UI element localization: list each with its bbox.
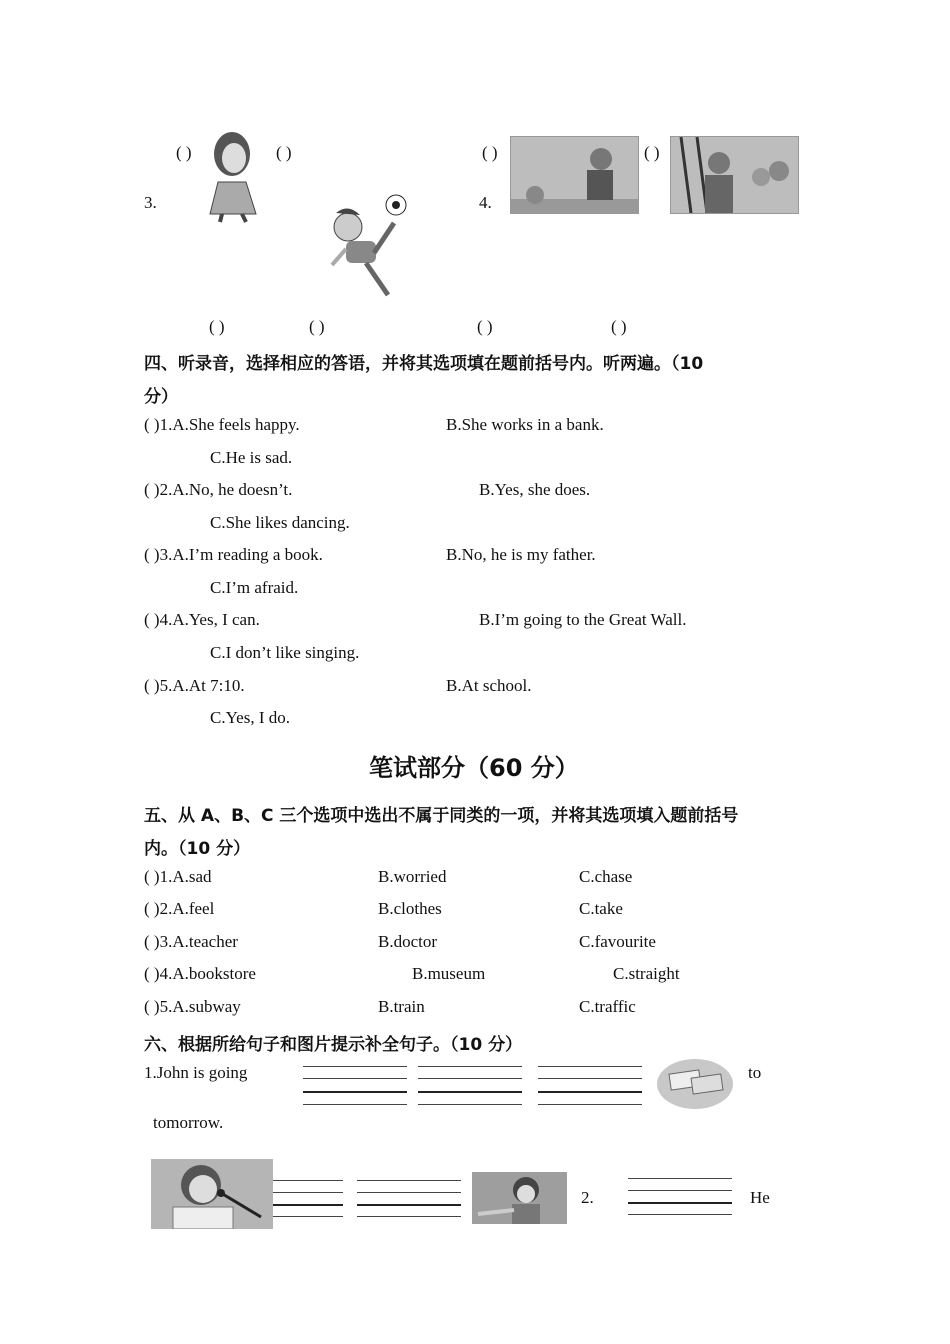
paren-3a: ( ) <box>176 143 192 162</box>
written-part-title: 笔试部分（60 分） <box>369 754 579 782</box>
s5-q4-a: ( )4.A.bookstore <box>144 964 256 983</box>
s6-q1-to: to <box>748 1063 762 1082</box>
writing-lines-2[interactable] <box>418 1064 522 1110</box>
writing-lines-5[interactable] <box>357 1180 461 1226</box>
s4-q5-stem: ( )5.A.At 7:10. <box>144 676 245 695</box>
paren-4d: ( ) <box>611 317 627 336</box>
s5-q2-c: C.take <box>579 899 623 918</box>
s4-q4-c: C.I don’t like singing. <box>210 643 360 662</box>
writing-lines-6[interactable] <box>628 1178 732 1224</box>
writing-lines-1[interactable] <box>303 1064 407 1110</box>
paren-3c: ( ) <box>209 317 225 336</box>
s5-q4-c: C.straight <box>613 964 680 983</box>
s4-q3-stem: ( )3.A.I’m reading a book. <box>144 545 323 564</box>
writing-lines-3[interactable] <box>538 1064 642 1110</box>
s4-q2-c: C.She likes dancing. <box>210 513 350 532</box>
s4-q3-c: C.I’m afraid. <box>210 578 299 597</box>
s5-q1-a: ( )1.A.sad <box>144 867 212 886</box>
girl-pointing-picture <box>472 1172 567 1224</box>
s4-q1-c: C.He is sad. <box>210 448 293 467</box>
s4-q4-stem: ( )4.A.Yes, I can. <box>144 610 260 629</box>
paren-4c: ( ) <box>477 317 493 336</box>
s5-q2-b: B.clothes <box>378 899 442 918</box>
s4-q2-b: B.Yes, she does. <box>479 480 591 499</box>
girl-with-cat-picture <box>510 136 639 214</box>
tickets-picture <box>656 1058 734 1110</box>
question-4-number: 4. <box>479 193 492 212</box>
s4-q3-b: B.No, he is my father. <box>446 545 596 564</box>
s4-q5-b: B.At school. <box>446 676 532 695</box>
section-6-heading: 六、根据所给句子和图片提示补全句子。（10 分） <box>144 1035 523 1055</box>
s6-q2-number: 2. <box>581 1188 594 1207</box>
s5-q4-b: B.museum <box>412 964 486 983</box>
s5-q1-b: B.worried <box>378 867 447 886</box>
s4-q5-c: C.Yes, I do. <box>210 708 290 727</box>
s5-q5-a: ( )5.A.subway <box>144 997 241 1016</box>
question-3-number: 3. <box>144 193 157 212</box>
section-5-heading: 五、从 A、B、C 三个选项中选出不属于同类的一项，并将其选项填入题前括号 <box>144 806 739 826</box>
s4-q2-stem: ( )2.A.No, he doesn’t. <box>144 480 293 499</box>
s6-q2-he: He <box>750 1188 770 1207</box>
s6-q1-start: 1.John is going <box>144 1063 248 1082</box>
s4-q4-b: B.I’m going to the Great Wall. <box>479 610 687 629</box>
s5-q1-c: C.chase <box>579 867 633 886</box>
writing-lines-4[interactable] <box>273 1180 343 1226</box>
s5-q3-c: C.favourite <box>579 932 656 951</box>
section-5-heading-cont: 内。（10 分） <box>144 839 251 859</box>
s5-q3-a: ( )3.A.teacher <box>144 932 238 951</box>
s5-q3-b: B.doctor <box>378 932 438 951</box>
s4-q1-stem: ( )1.A.She feels happy. <box>144 415 300 434</box>
paren-3d: ( ) <box>309 317 325 336</box>
s6-q1-end: tomorrow. <box>153 1113 224 1132</box>
workers-family-picture <box>670 136 799 214</box>
section-4-heading-cont: 分） <box>144 387 178 407</box>
singer-picture <box>151 1159 273 1229</box>
paren-4a: ( ) <box>482 143 498 162</box>
s5-q5-b: B.train <box>378 997 425 1016</box>
s4-q1-b: B.She works in a bank. <box>446 415 604 434</box>
section-4-heading: 四、听录音，选择相应的答语，并将其选项填在题前括号内。听两遍。（10 <box>144 354 704 374</box>
s5-q5-c: C.traffic <box>579 997 636 1016</box>
paren-4b: ( ) <box>644 143 660 162</box>
paren-3b: ( ) <box>276 143 292 162</box>
girl-on-phone-picture <box>196 124 270 224</box>
s5-q2-a: ( )2.A.feel <box>144 899 215 918</box>
boy-kicking-ball-picture <box>326 193 410 301</box>
